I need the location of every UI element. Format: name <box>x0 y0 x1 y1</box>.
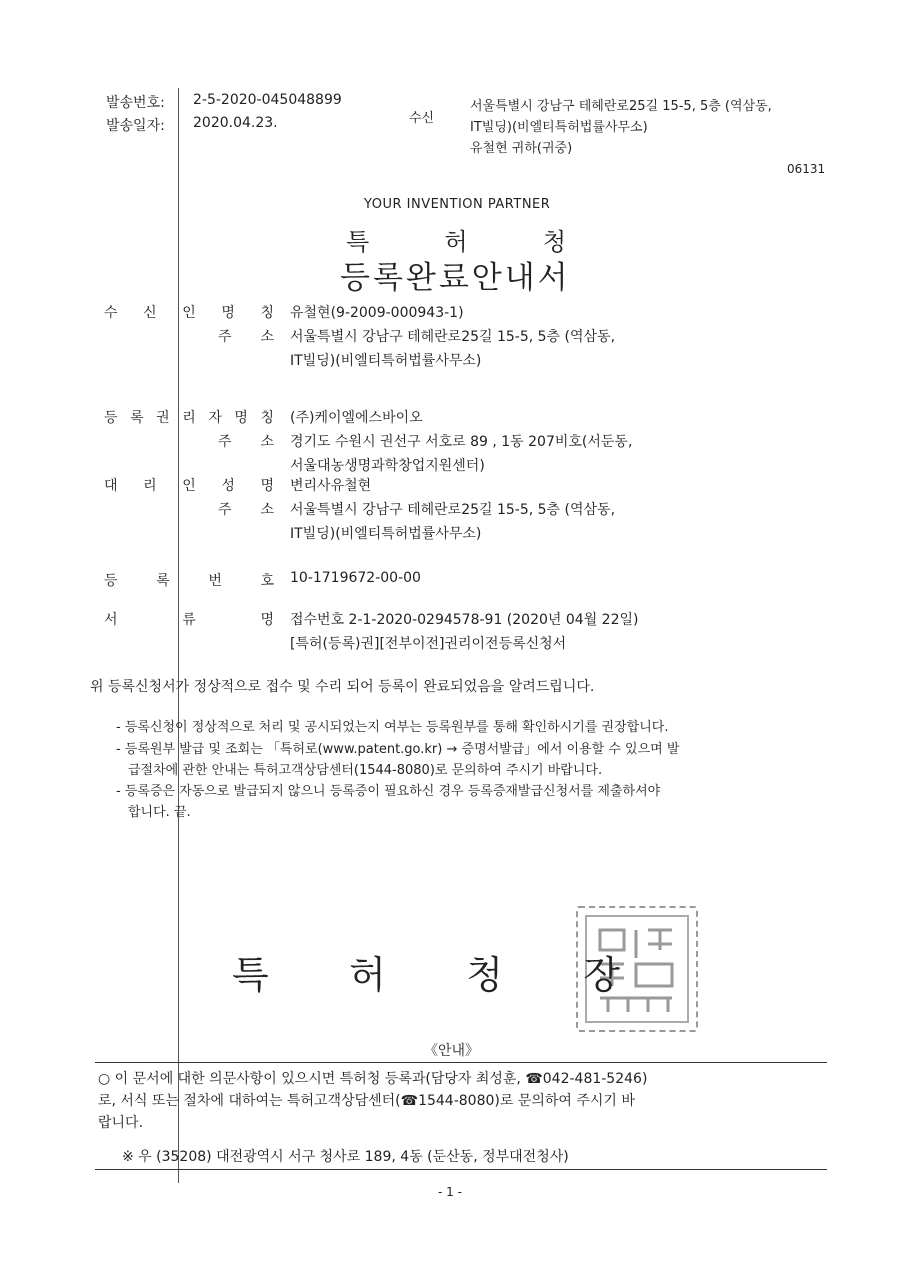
scan-fold-line <box>178 88 179 1183</box>
recipient-address-value-1: 서울특별시 강남구 테헤란로25길 15-5, 5층 (역삼동, <box>290 329 616 345</box>
guide-heading: 《안내》 <box>424 1043 480 1059</box>
label-char: 인 <box>182 478 196 494</box>
holder-address-value-2: 서울대농생명과학창업지원센터) <box>290 458 485 474</box>
label-char: 소 <box>260 329 274 345</box>
label-char: 대 <box>104 478 118 494</box>
document-name-value-1: 접수번호 2-1-2020-0294578-91 (2020년 04월 22일) <box>290 612 639 628</box>
label-char: 수 <box>104 305 118 321</box>
label-char: 칭 <box>260 305 274 321</box>
signature-char: 특 <box>232 953 269 997</box>
office-char: 허 <box>444 228 468 256</box>
label-char: 소 <box>260 502 274 518</box>
agent-name-value: 변리사유철현 <box>290 478 372 494</box>
recipient-address-line-1: 서울특별시 강남구 테헤란로25길 15-5, 5층 (역삼동, <box>470 99 772 114</box>
postal-code: 06131 <box>787 162 826 176</box>
page-number: - 1 - <box>438 1185 462 1199</box>
guide-line-3: 랍니다. <box>98 1115 144 1131</box>
label-char: 성 <box>221 478 235 494</box>
holder-address-label <box>218 431 274 451</box>
guide-line-2: 로, 서식 또는 절차에 대하여는 특허고객상담센터(☎1544-8080)로 문의하여 주시기 바 <box>98 1093 635 1109</box>
label-char: 등 <box>104 573 118 589</box>
registration-number-value: 10-1719672-00-00 <box>290 570 421 586</box>
label-char: 류 <box>182 612 196 628</box>
recipient-address-line-2: IT빌딩)(비엘티특허법률사무소) <box>470 120 648 135</box>
agent-address-value-1: 서울특별시 강남구 테헤란로25길 15-5, 5층 (역삼동, <box>290 502 616 518</box>
recipient-name: 유철현 귀하(귀중) <box>470 141 573 156</box>
note-2-line-2: 급절차에 관한 안내는 특허고객상담센터(1544-8080)로 문의하여 주시기 바랍니다. <box>128 763 603 778</box>
recipient-address-label <box>218 326 274 346</box>
note-2-line-1: - 등록원부 발급 및 조회는 「특허로(www.patent.go.kr) → 증명서발급」에서 이용할 수 있으며 발 <box>116 742 680 757</box>
label-char: 주 <box>218 434 232 450</box>
recipient-label: 수신 <box>409 111 435 126</box>
agent-name-label <box>104 475 274 495</box>
label-char: 명 <box>234 410 248 426</box>
label-char: 주 <box>218 329 232 345</box>
label-char: 리 <box>143 478 157 494</box>
label-char: 서 <box>104 612 118 628</box>
send-date-label: 발송일자: <box>106 118 165 134</box>
label-char: 명 <box>221 305 235 321</box>
label-char: 주 <box>218 502 232 518</box>
guide-address: ※ 우 (35208) 대전광역시 서구 청사로 189, 4동 (둔산동, 정부대전청사) <box>122 1149 569 1165</box>
note-3-line-2: 합니다. 끝. <box>128 805 191 820</box>
signature-char: 청 <box>466 953 503 997</box>
note-1: - 등록신청이 정상적으로 처리 및 공시되었는지 여부는 등록원부를 통해 확인하시기를 권장합니다. <box>116 720 669 735</box>
label-char: 록 <box>156 573 170 589</box>
document-name-value-2: [특허(등록)권][전부이전]권리이전등록신청서 <box>290 636 567 652</box>
recipient-name-label <box>104 302 274 322</box>
signature-char: 장 <box>583 953 620 997</box>
label-char: 인 <box>182 305 196 321</box>
holder-address-value-1: 경기도 수원시 권선구 서호로 89 , 1동 207비호(서둔동, <box>290 434 633 450</box>
label-char: 번 <box>208 573 222 589</box>
label-char: 등 <box>104 410 118 426</box>
send-date: 2020.04.23. <box>193 115 278 131</box>
send-number-label: 발송번호: <box>106 95 165 111</box>
label-char: 소 <box>260 434 274 450</box>
label-char: 명 <box>260 612 274 628</box>
label-char: 권 <box>156 410 170 426</box>
holder-name-value: (주)케이엘에스바이오 <box>290 410 423 426</box>
guide-line-1: ○ 이 문서에 대한 의문사항이 있으시면 특허청 등록과(담당자 최성훈, ☎042-481-5246) <box>98 1071 648 1087</box>
completion-statement: 위 등록신청서가 정상적으로 접수 및 수리 되어 등록이 완료되었음을 알려드립니다. <box>90 679 595 695</box>
label-char: 신 <box>143 305 157 321</box>
recipient-address-value-2: IT빌딩)(비엘티특허법률사무소) <box>290 353 482 369</box>
label-char: 칭 <box>260 410 274 426</box>
label-char: 명 <box>260 478 274 494</box>
label-char: 자 <box>208 410 222 426</box>
agent-address-value-2: IT빌딩)(비엘티특허법률사무소) <box>290 526 482 542</box>
signature-char: 허 <box>349 953 386 997</box>
holder-name-label <box>104 407 274 427</box>
tagline: YOUR INVENTION PARTNER <box>364 197 551 212</box>
registration-number-label <box>104 570 274 590</box>
document-title: 등록완료안내서 <box>340 260 571 296</box>
document-name-label <box>104 609 274 629</box>
send-number: 2-5-2020-045048899 <box>193 92 342 108</box>
office-head-signature <box>232 944 620 999</box>
label-char: 록 <box>130 410 144 426</box>
label-char: 리 <box>182 410 196 426</box>
office-char: 청 <box>542 228 566 256</box>
agent-address-label <box>218 499 274 519</box>
note-3-line-1: - 등록증은 자동으로 발급되지 않으니 등록증이 필요하신 경우 등록증재발급신청서를 제출하셔야 <box>116 784 661 799</box>
recipient-name-value: 유철현(9-2009-000943-1) <box>290 305 464 321</box>
office-char: 특 <box>346 228 370 256</box>
label-char: 호 <box>260 573 274 589</box>
